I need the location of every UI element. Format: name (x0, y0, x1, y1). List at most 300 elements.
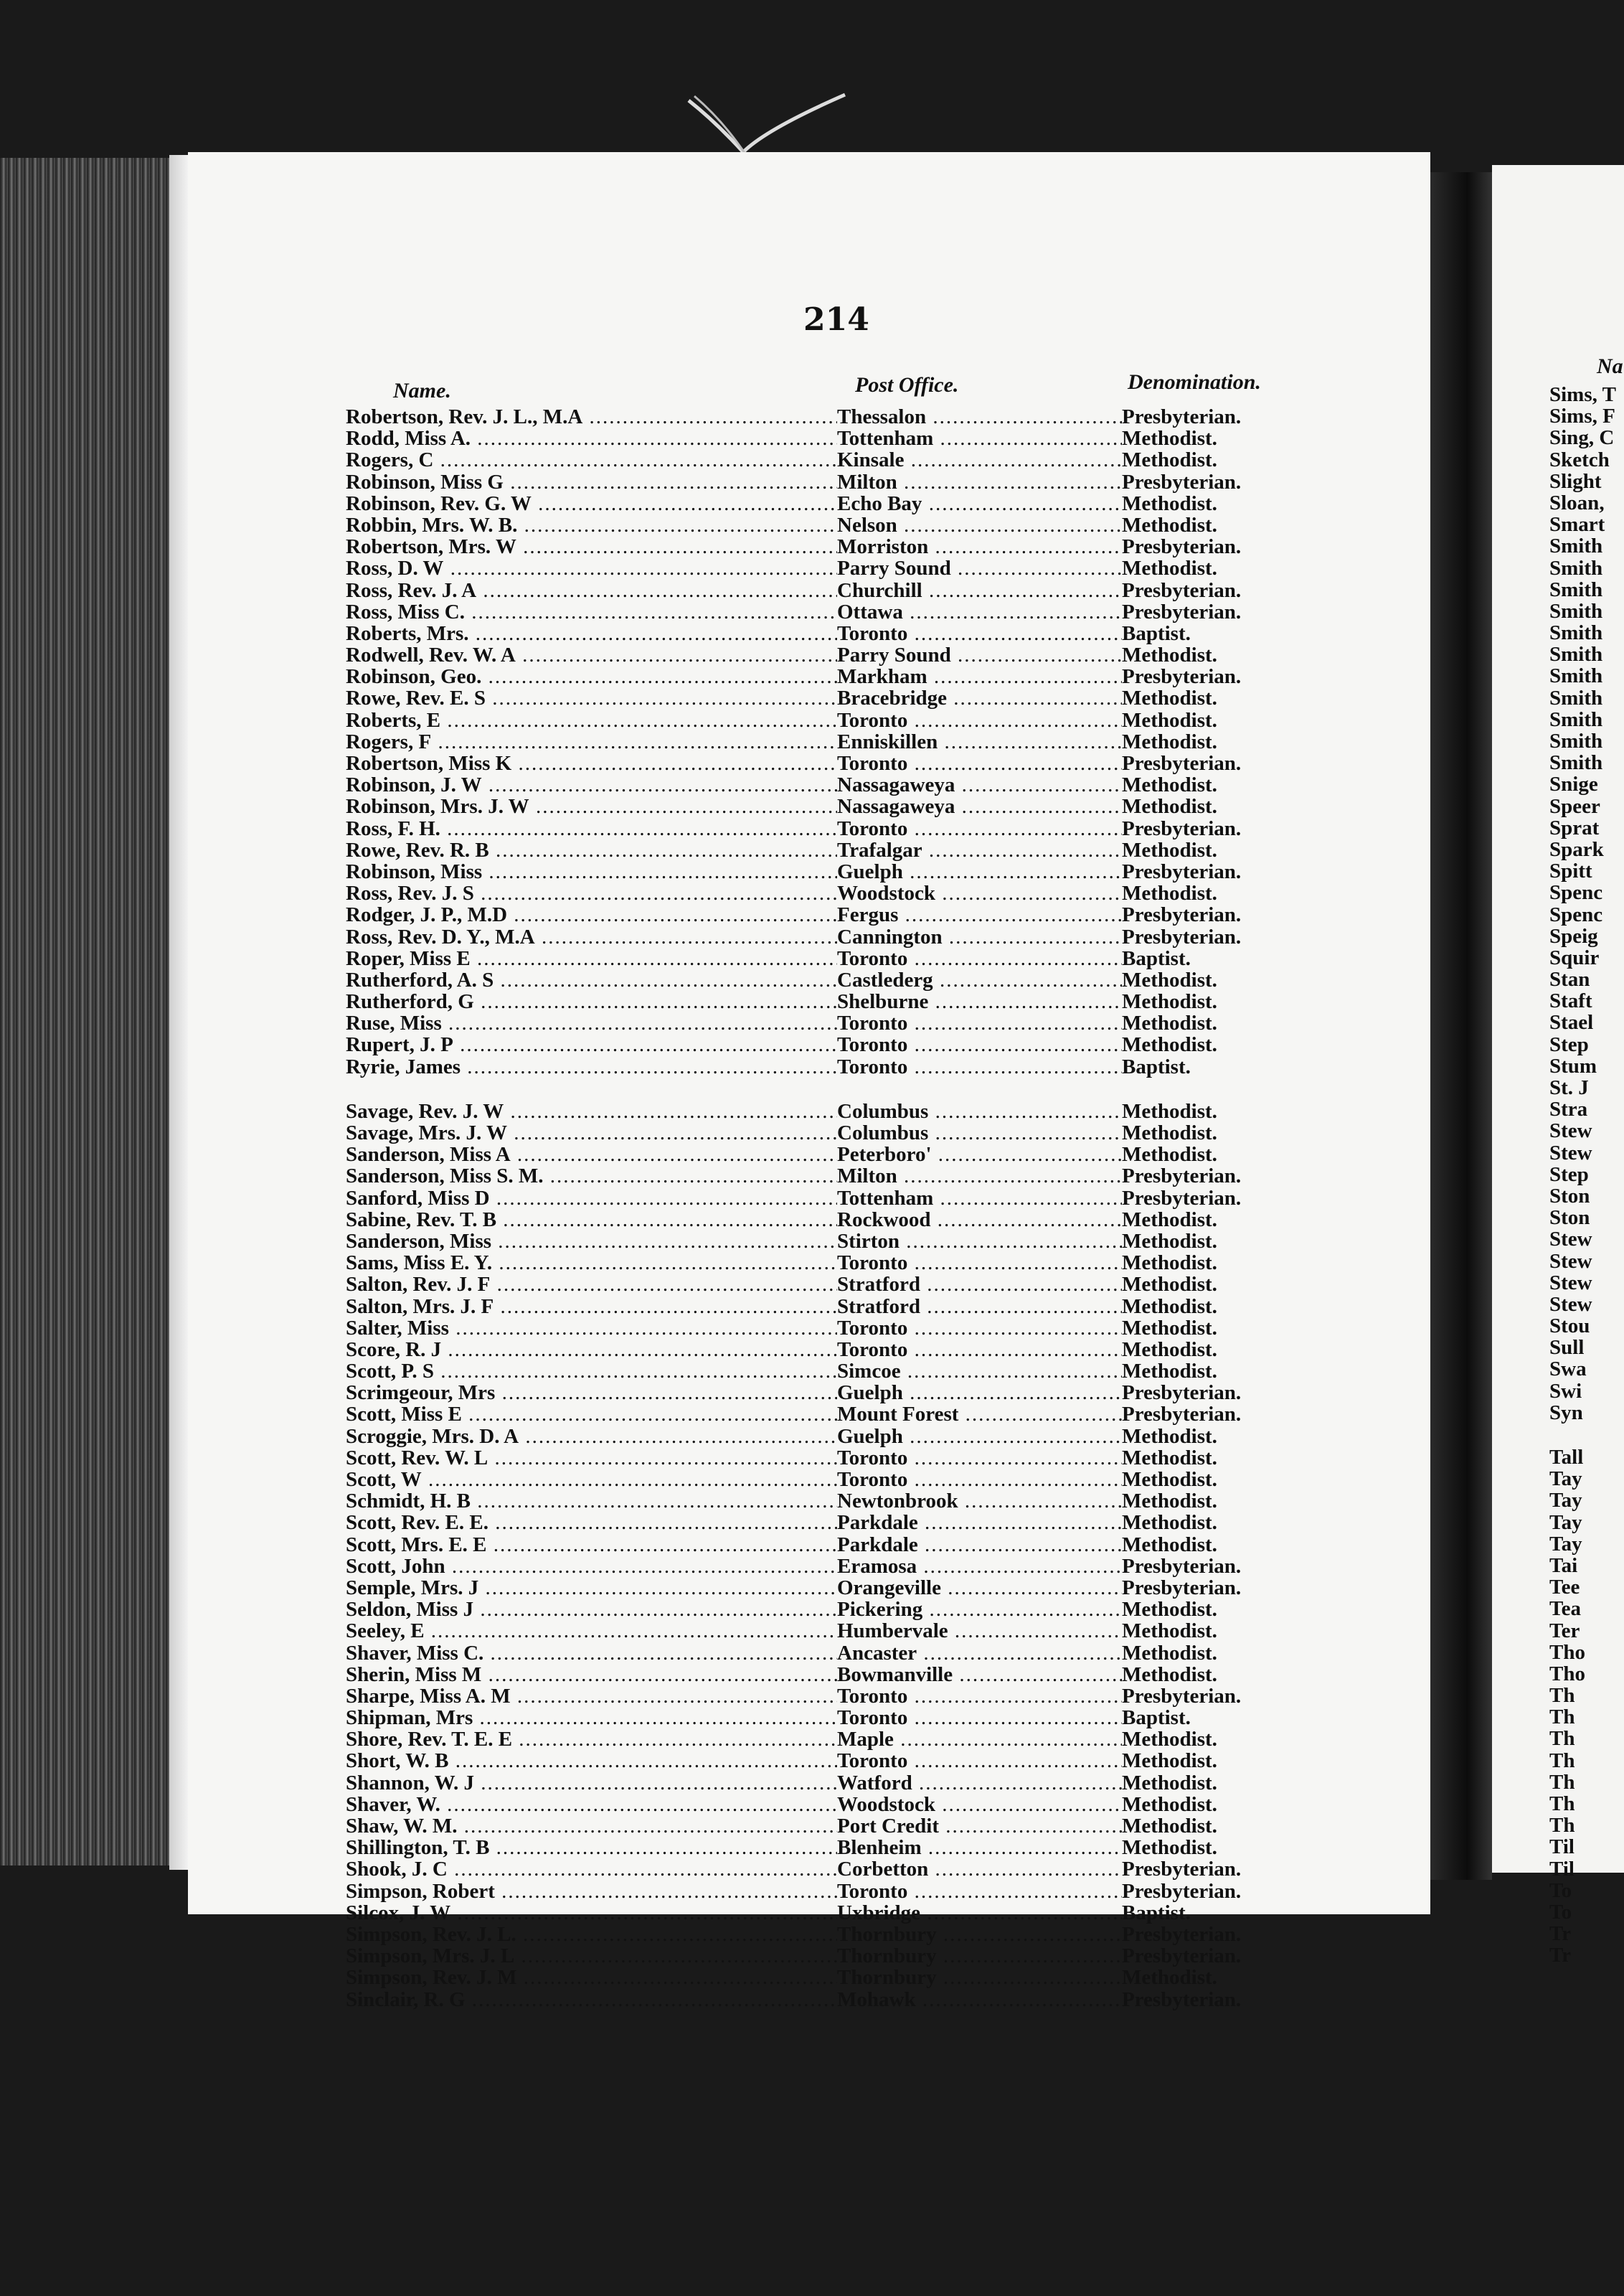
entry-post-office: Churchill ..... (837, 580, 1122, 601)
entry-name: Shannon, W. J ..... (346, 1772, 837, 1794)
facing-page-entry-fragment: Stael (1549, 1011, 1594, 1035)
entry-denomination: Baptist. (1122, 622, 1191, 645)
entry-name: Sabine, Rev. T. B ..... (346, 1209, 837, 1231)
entry-post-office: Ancaster ..... (837, 1642, 1122, 1664)
entry-post-office: Toronto ..... (837, 710, 1122, 731)
entry-post-office: Parkdale ..... (837, 1512, 1122, 1533)
facing-page-entry-fragment: Smith (1549, 664, 1603, 688)
entry-denomination: Presbyterian. (1122, 1403, 1242, 1426)
entry-denomination: Methodist. (1122, 492, 1217, 514)
entry-denomination: Presbyterian. (1122, 666, 1242, 688)
facing-page-entry-fragment: Stou (1549, 1314, 1590, 1338)
entry-name: Sams, Miss E. Y. ..... (346, 1252, 837, 1274)
entry-name: Shaver, W. ..... (346, 1794, 837, 1815)
entry-denomination: Methodist. (1122, 428, 1217, 450)
facing-page-entry-fragment: Smith (1549, 578, 1603, 601)
entry-name: Sanderson, Miss A ..... (346, 1144, 837, 1165)
entry-post-office: Toronto ..... (837, 948, 1122, 969)
directory-entry (346, 1209, 1307, 1231)
directory-entry (346, 1403, 1307, 1425)
directory-entry (346, 1556, 1307, 1577)
entry-post-office: Pickering ..... (837, 1599, 1122, 1620)
entry-denomination: Presbyterian. (1122, 753, 1242, 775)
entry-name: Robinson, J. W ..... (346, 774, 837, 796)
entry-name: Rutherford, A. S ..... (346, 969, 837, 991)
entry-denomination: Presbyterian. (1122, 860, 1242, 883)
entry-name: Rodd, Miss A. ..... (346, 428, 837, 449)
entry-name: Shillington, T. B ..... (346, 1837, 837, 1858)
entry-post-office: Echo Bay ..... (837, 493, 1122, 514)
entry-denomination: Methodist. (1122, 1750, 1217, 1772)
entry-denomination: Presbyterian. (1122, 1880, 1242, 1902)
entry-denomination: Methodist. (1122, 1533, 1217, 1556)
facing-page-entry-fragment: Smith (1549, 535, 1603, 558)
entry-denomination: Methodist. (1122, 1252, 1217, 1274)
directory-entry (346, 1056, 1307, 1078)
entry-name: Robinson, Miss ..... (346, 861, 837, 883)
entry-post-office: Maple ..... (837, 1728, 1122, 1750)
facing-page-entry-fragment: Ter (1549, 1619, 1580, 1642)
entry-post-office: Guelph ..... (837, 1426, 1122, 1447)
facing-page-entry-fragment: Th (1549, 1792, 1575, 1815)
entry-name: Simpson, Rev. J. M ..... (346, 1967, 837, 1988)
facing-page-entry-fragment: Syn (1549, 1401, 1583, 1424)
directory-entry (346, 1252, 1307, 1274)
facing-page-entry-fragment: Step (1549, 1162, 1589, 1186)
directory-entry (346, 774, 1307, 796)
facing-page-entry-fragment: Swi (1549, 1379, 1582, 1403)
entry-name: Scott, P. S ..... (346, 1360, 837, 1382)
book-spine-page-edges (0, 158, 188, 1866)
entry-denomination: Methodist. (1122, 1793, 1217, 1815)
directory-entry (346, 1664, 1307, 1685)
entry-post-office: Castlederg ..... (837, 969, 1122, 991)
directory-entry (346, 991, 1307, 1012)
entry-post-office: Fergus ..... (837, 904, 1122, 926)
facing-page-entry-fragment: Sing, C (1549, 426, 1615, 450)
entry-name: Sinclair, R. G ..... (346, 1989, 837, 2010)
facing-page-entry-fragment: Sims, T (1549, 384, 1616, 406)
entry-name: Simpson, Robert ..... (346, 1881, 837, 1902)
entry-name: Rowe, Rev. R. B ..... (346, 839, 837, 861)
directory-entry (346, 1447, 1307, 1469)
directory-entry (346, 861, 1307, 883)
directory-entry (346, 449, 1307, 471)
entry-name: Shaw, W. M. ..... (346, 1815, 837, 1837)
entry-name: Rogers, F ..... (346, 731, 837, 753)
entry-post-office: Milton ..... (837, 1165, 1122, 1187)
entry-post-office: Nassagaweya ..... (837, 774, 1122, 796)
facing-page-entry-fragment: Th (1549, 1749, 1575, 1772)
directory-entry (346, 818, 1307, 839)
facing-page-entry-fragment: Smith (1549, 621, 1603, 645)
directory-entry (346, 1685, 1307, 1707)
entry-post-office: Guelph ..... (837, 1382, 1122, 1403)
facing-page-entry-fragment: Smith (1549, 599, 1603, 623)
directory-entry (346, 1858, 1307, 1880)
entry-name: Shore, Rev. T. E. E ..... (346, 1728, 837, 1750)
entry-post-office: Toronto ..... (837, 623, 1122, 644)
directory-entry (346, 493, 1307, 514)
facing-page-entry-fragment: Sull (1549, 1336, 1585, 1360)
entry-denomination: Methodist. (1122, 969, 1217, 992)
directory-entry (346, 580, 1307, 601)
directory-entry (346, 687, 1307, 709)
entry-denomination: Presbyterian. (1122, 1923, 1242, 1946)
entry-post-office: Thornbury ..... (837, 1945, 1122, 1967)
entry-name: Scrimgeour, Mrs ..... (346, 1382, 837, 1403)
entry-post-office: Kinsale ..... (837, 449, 1122, 471)
directory-entry (346, 1534, 1307, 1556)
directory-entry (346, 1620, 1307, 1642)
entry-post-office: Enniskillen ..... (837, 731, 1122, 753)
facing-page-entry-fragment: Staft (1549, 989, 1592, 1013)
entry-denomination: Methodist. (1122, 1122, 1217, 1144)
facing-page-entry-fragment: Spitt (1549, 860, 1592, 883)
entry-name: Rutherford, G ..... (346, 991, 837, 1012)
facing-page-entry-fragment: Snige (1549, 773, 1598, 796)
directory-entry (346, 1360, 1307, 1382)
directory-entry (346, 710, 1307, 731)
entry-denomination: Methodist. (1122, 1728, 1217, 1751)
entry-denomination: Presbyterian. (1122, 817, 1242, 839)
entry-name: Rogers, C ..... (346, 449, 837, 471)
entry-name: Roper, Miss E ..... (346, 948, 837, 969)
entry-name: Ross, D. W ..... (346, 557, 837, 579)
entry-post-office: Thornbury ..... (837, 1967, 1122, 1988)
entry-post-office: Eramosa ..... (837, 1556, 1122, 1577)
entry-denomination: Methodist. (1122, 1274, 1217, 1296)
facing-page-entry-fragment: Th (1549, 1814, 1575, 1838)
directory-entry (346, 1101, 1307, 1122)
directory-entry (346, 1512, 1307, 1533)
facing-page-entry-fragment: Tho (1549, 1662, 1585, 1685)
entry-name: Ross, Miss C. ..... (346, 601, 837, 623)
entry-denomination: Methodist. (1122, 1425, 1217, 1447)
entry-name: Scott, John ..... (346, 1556, 837, 1577)
entry-denomination: Methodist. (1122, 1446, 1217, 1469)
facing-page-entry-fragment: Smith (1549, 686, 1603, 710)
entry-denomination: Presbyterian. (1122, 579, 1242, 601)
entry-name: Savage, Mrs. J. W ..... (346, 1122, 837, 1144)
entry-post-office: Bracebridge ..... (837, 687, 1122, 709)
directory-entry (346, 1750, 1307, 1772)
facing-page-entry-fragment: Stum (1549, 1054, 1597, 1078)
entry-name: Shook, J. C ..... (346, 1858, 837, 1880)
entry-name: Rodwell, Rev. W. A ..... (346, 644, 837, 666)
facing-page-entry-fragment: Til (1549, 1857, 1575, 1881)
directory-entry (346, 753, 1307, 774)
directory-entry (346, 557, 1307, 579)
facing-page-entry-fragment: St. J (1549, 1076, 1589, 1099)
facing-page-entry-fragment: Tay (1549, 1510, 1582, 1534)
entry-name: Scott, Rev. E. E. ..... (346, 1512, 837, 1533)
entry-name: Shipman, Mrs ..... (346, 1707, 837, 1728)
entry-denomination: Methodist. (1122, 730, 1217, 753)
entry-name: Robbin, Mrs. W. B. ..... (346, 514, 837, 536)
entry-post-office: Blenheim ..... (837, 1837, 1122, 1858)
entry-post-office: Newtonbrook ..... (837, 1490, 1122, 1512)
directory-entry (346, 1034, 1307, 1055)
entry-name: Scott, W ..... (346, 1469, 837, 1490)
facing-page-entry-fragment: Smith (1549, 707, 1603, 731)
directory-entry (346, 1902, 1307, 1924)
entry-post-office: Toronto ..... (837, 1317, 1122, 1339)
facing-page-entry-fragment: Step (1549, 1032, 1589, 1056)
entry-name: Short, W. B ..... (346, 1750, 837, 1772)
facing-page-entry-fragment: Smith (1549, 751, 1603, 775)
entry-post-office: Thessalon ..... (837, 406, 1122, 428)
entry-denomination: Baptist. (1122, 947, 1191, 969)
directory-entry (346, 926, 1307, 948)
directory-entry (346, 731, 1307, 753)
facing-page-entry-fragment: Tr (1549, 1944, 1572, 1967)
entry-post-office: Mount Forest ..... (837, 1403, 1122, 1425)
directory-entry (346, 1707, 1307, 1728)
facing-page-entry-fragment: Th (1549, 1705, 1575, 1729)
directory-entry (346, 1469, 1307, 1490)
directory-entry (346, 1187, 1307, 1209)
entry-name: Rowe, Rev. E. S ..... (346, 687, 837, 709)
entries-group-s (346, 1101, 1307, 2010)
entry-name: Sanford, Miss D ..... (346, 1187, 837, 1209)
facing-page-entry-fragment: Sims, F (1549, 405, 1615, 428)
entry-post-office: Port Credit ..... (837, 1815, 1122, 1837)
entry-name: Robinson, Rev. G. W ..... (346, 493, 837, 514)
facing-page-entry-fragment: Stew (1549, 1141, 1592, 1165)
directory-entry (346, 1924, 1307, 1945)
facing-page-entry-fragment: Tall (1549, 1446, 1584, 1469)
directory-entry (346, 406, 1307, 428)
facing-page-entry-fragment: Tho (1549, 1640, 1585, 1664)
entry-denomination: Presbyterian. (1122, 536, 1242, 558)
fragment-separator (1549, 1424, 1624, 1446)
entry-name: Semple, Mrs. J ..... (346, 1577, 837, 1599)
entry-name: Savage, Rev. J. W ..... (346, 1101, 837, 1122)
entry-denomination: Presbyterian. (1122, 1165, 1242, 1187)
fragments-group-t (1549, 1446, 1624, 1967)
entry-post-office: Stratford ..... (837, 1296, 1122, 1317)
directory-entry (346, 644, 1307, 666)
facing-page-entry-fragment: Tea (1549, 1597, 1582, 1621)
entry-post-office: Toronto ..... (837, 1339, 1122, 1360)
entry-post-office: Toronto ..... (837, 1707, 1122, 1728)
entry-post-office: Toronto ..... (837, 1034, 1122, 1055)
entry-post-office: Corbetton ..... (837, 1858, 1122, 1880)
entry-post-office: Tottenham ..... (837, 1187, 1122, 1209)
entry-post-office: Toronto ..... (837, 1012, 1122, 1034)
entry-name: Salter, Miss ..... (346, 1317, 837, 1339)
entry-name: Sanderson, Miss ..... (346, 1231, 837, 1252)
entry-name: Simpson, Mrs. J. L ..... (346, 1945, 837, 1967)
directory-entry (346, 1815, 1307, 1837)
facing-page-entry-fragment: Stew (1549, 1119, 1592, 1143)
facing-page-entry-fragment: Sketch (1549, 448, 1610, 471)
entry-name: Salton, Mrs. J. F ..... (346, 1296, 837, 1317)
column-header-denomination: Denomination. (1128, 370, 1261, 394)
entry-name: Seldon, Miss J ..... (346, 1599, 837, 1620)
entry-name: Scott, Mrs. E. E ..... (346, 1534, 837, 1556)
facing-page-entry-fragment: Stew (1549, 1249, 1592, 1273)
entry-name: Simpson, Rev. J. L. ..... (346, 1924, 837, 1945)
directory-entry (346, 883, 1307, 904)
entry-denomination: Methodist. (1122, 1100, 1217, 1122)
facing-page-entry-fragment: Squir (1549, 946, 1600, 969)
facing-page-entry-fragment: Sprat (1549, 816, 1600, 839)
entry-name: Ryrie, James ..... (346, 1056, 837, 1078)
facing-page-entry-fragment: Spenc (1549, 881, 1603, 905)
directory-entry (346, 969, 1307, 991)
directory-entry (346, 839, 1307, 861)
entry-post-office: Toronto ..... (837, 1685, 1122, 1707)
entry-name: Ruse, Miss ..... (346, 1012, 837, 1034)
entry-post-office: Trafalgar ..... (837, 839, 1122, 861)
entry-post-office: Nassagaweya ..... (837, 796, 1122, 817)
entry-denomination: Methodist. (1122, 1642, 1217, 1664)
entry-post-office: Mohawk ..... (837, 1989, 1122, 2010)
entry-post-office: Bowmanville ..... (837, 1664, 1122, 1685)
entry-name: Robertson, Mrs. W ..... (346, 536, 837, 557)
entry-denomination: Presbyterian. (1122, 1685, 1242, 1708)
entry-denomination: Methodist. (1122, 1967, 1217, 1989)
entry-denomination: Methodist. (1122, 557, 1217, 580)
directory-entry (346, 1967, 1307, 1988)
book-gutter (1430, 172, 1492, 1880)
entry-post-office: Shelburne ..... (837, 991, 1122, 1012)
directory-entry (346, 1274, 1307, 1295)
entry-post-office: Parry Sound ..... (837, 644, 1122, 666)
entry-post-office: Markham ..... (837, 666, 1122, 687)
entry-denomination: Methodist. (1122, 1772, 1217, 1794)
directory-entry (346, 1728, 1307, 1750)
entry-post-office: Milton ..... (837, 471, 1122, 493)
entry-name: Scott, Rev. W. L ..... (346, 1447, 837, 1469)
entry-post-office: Columbus ..... (837, 1101, 1122, 1122)
entry-denomination: Methodist. (1122, 1512, 1217, 1534)
directory-entry (346, 796, 1307, 817)
entry-denomination: Presbyterian. (1122, 926, 1242, 948)
facing-page-entry-fragment: To (1549, 1900, 1572, 1924)
entry-denomination: Presbyterian. (1122, 904, 1242, 926)
directory-entry (346, 1837, 1307, 1858)
facing-page-entry-fragment: To (1549, 1878, 1572, 1902)
facing-page-entry-fragment: Th (1549, 1684, 1575, 1708)
directory-entry (346, 948, 1307, 969)
entry-denomination: Methodist. (1122, 709, 1217, 731)
entry-name: Roberts, Mrs. ..... (346, 623, 837, 644)
entry-denomination: Presbyterian. (1122, 1555, 1242, 1577)
entry-name: Rupert, J. P ..... (346, 1034, 837, 1055)
directory-entry (346, 1794, 1307, 1815)
entry-denomination: Methodist. (1122, 1208, 1217, 1231)
entry-name: Sanderson, Miss S. M. ..... (346, 1165, 837, 1187)
entry-denomination: Methodist. (1122, 1599, 1217, 1621)
facing-page-entry-fragment: Til (1549, 1835, 1575, 1859)
entry-denomination: Presbyterian. (1122, 1858, 1242, 1881)
entry-post-office: Toronto ..... (837, 1447, 1122, 1469)
entry-denomination: Methodist. (1122, 1295, 1217, 1317)
entry-denomination: Presbyterian. (1122, 1945, 1242, 1967)
entry-name: Ross, Rev. D. Y., M.A ..... (346, 926, 837, 948)
directory-entry (346, 1296, 1307, 1317)
entry-denomination: Methodist. (1122, 796, 1217, 818)
entry-denomination: Presbyterian. (1122, 406, 1242, 428)
facing-page-entry-fragment: Tay (1549, 1467, 1582, 1491)
facing-page-entry-fragment: Smart (1549, 513, 1605, 537)
facing-page-entry-fragment: Stew (1549, 1292, 1592, 1316)
entry-name: Sharpe, Miss A. M ..... (346, 1685, 837, 1707)
entry-name: Roberts, E ..... (346, 710, 837, 731)
entry-post-office: Watford ..... (837, 1772, 1122, 1794)
entry-post-office: Woodstock ..... (837, 1794, 1122, 1815)
facing-page-entry-fragment: Ston (1549, 1206, 1590, 1230)
entry-denomination: Methodist. (1122, 774, 1217, 796)
column-header-name: Name. (393, 379, 451, 403)
directory-entry (346, 1945, 1307, 1967)
directory-entry (346, 666, 1307, 687)
directory-entry (346, 514, 1307, 536)
entry-denomination: Methodist. (1122, 1034, 1217, 1056)
facing-page-entry-fragment: Smith (1549, 730, 1603, 753)
entry-denomination: Methodist. (1122, 1490, 1217, 1512)
entry-post-office: Rockwood ..... (837, 1209, 1122, 1231)
directory-entry (346, 1577, 1307, 1599)
facing-page-entry-fragment: Spark (1549, 837, 1604, 861)
directory-entry (346, 1012, 1307, 1034)
entry-denomination: Presbyterian. (1122, 601, 1242, 623)
fragments-group-s (1549, 384, 1624, 1424)
entry-denomination: Methodist. (1122, 1663, 1217, 1685)
facing-page-header-fragment: Na (1597, 354, 1623, 378)
facing-page-entry-fragment: Ston (1549, 1184, 1590, 1208)
entry-name: Ross, Rev. J. S ..... (346, 883, 837, 904)
entry-denomination: Methodist. (1122, 1837, 1217, 1859)
facing-page-entry-fragment: Sloan, (1549, 491, 1605, 514)
entry-post-office: Morriston ..... (837, 536, 1122, 557)
entry-name: Robinson, Miss G ..... (346, 471, 837, 493)
facing-page-entry-fragment: Stew (1549, 1271, 1592, 1294)
facing-page-entry-fragment: Stew (1549, 1228, 1592, 1251)
entry-denomination: Methodist. (1122, 883, 1217, 905)
entry-post-office: Toronto ..... (837, 753, 1122, 774)
entry-post-office: Humbervale ..... (837, 1620, 1122, 1642)
entry-denomination: Presbyterian. (1122, 1576, 1242, 1599)
entry-post-office: Toronto ..... (837, 1056, 1122, 1078)
entry-denomination: Methodist. (1122, 991, 1217, 1013)
directory-entry (346, 1317, 1307, 1339)
facing-page-entry-fragment: Tr (1549, 1922, 1572, 1946)
directory-entry (346, 428, 1307, 449)
directory-entry (346, 904, 1307, 926)
page-fold-edge (169, 155, 188, 1870)
entry-post-office: Peterboro' ..... (837, 1144, 1122, 1165)
directory-entry (346, 1881, 1307, 1902)
directory-entry (346, 1231, 1307, 1252)
entry-name: Shaver, Miss C. ..... (346, 1642, 837, 1664)
entry-name: Silcox, J. W ..... (346, 1902, 837, 1924)
directory-entry (346, 1122, 1307, 1144)
directory-entry (346, 1426, 1307, 1447)
facing-page-entry-fragment: Smith (1549, 556, 1603, 580)
entry-denomination: Methodist. (1122, 514, 1217, 537)
facing-page-entry-fragment: Speer (1549, 794, 1600, 818)
entry-name: Score, R. J ..... (346, 1339, 837, 1360)
entry-post-office: Toronto ..... (837, 1252, 1122, 1274)
directory-entry (346, 1989, 1307, 2010)
entry-name: Rodger, J. P., M.D ..... (346, 904, 837, 926)
facing-page-entry-fragment: Stan (1549, 968, 1590, 992)
facing-page-entry-fragment: Tee (1549, 1576, 1580, 1599)
